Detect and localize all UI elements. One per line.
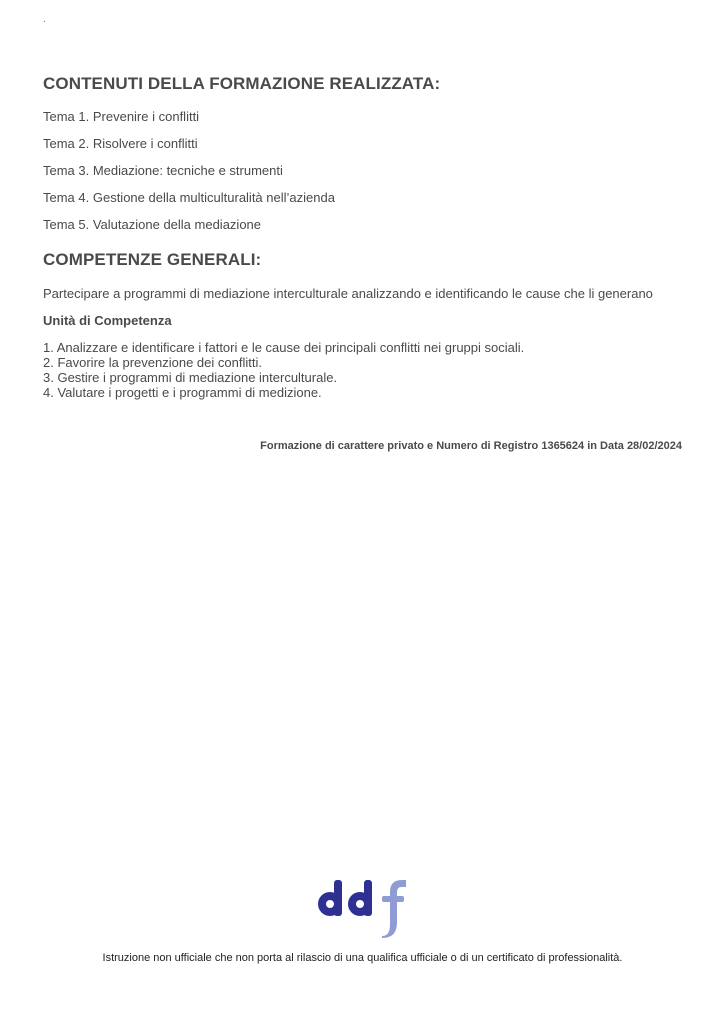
unit-list (43, 340, 524, 400)
top-dot-mark: . (43, 14, 46, 25)
logo-letter-d-2 (348, 880, 372, 916)
logo-letter-d-1 (318, 880, 342, 916)
tema-item: Tema 3. Mediazione: tecniche e strumenti (43, 163, 283, 178)
tema-item: Tema 1. Prevenire i conflitti (43, 109, 200, 124)
unit-item: 4. Valutare i progetti e i programmi di medizione. (43, 385, 322, 400)
section-title-competenze: COMPETENZE GENERALI: (43, 250, 262, 269)
tema-item: Tema 5. Valutazione della mediazione (43, 217, 262, 232)
tema-item: Tema 2. Risolvere i conflitti (43, 136, 198, 151)
tema-list (43, 109, 335, 244)
unit-item: 2. Favorire la prevenzione dei conflitti. (43, 355, 262, 370)
tema-item: Tema 4. Gestione della multiculturalità nell’azienda (43, 190, 335, 205)
unit-item: 1. Analizzare e identificare i fattori e le cause dei principali conflitti nei gruppi sociali. (43, 340, 525, 355)
unit-item: 3. Gestire i programmi di mediazione interculturale. (43, 370, 338, 385)
registry-note: Formazione di carattere privato e Numero di Registro 1365624 in Data 28/02/2024 (260, 440, 682, 452)
competence-description: Partecipare a programmi di mediazione interculturale analizzando e identificando le cause che li generano (43, 286, 653, 301)
unit-heading: Unità di Competenza (43, 313, 172, 328)
ddf-logo (316, 876, 410, 938)
logo-letter-f (382, 880, 406, 938)
section-title-contenuti: CONTENUTI DELLA FORMAZIONE REALIZZATA: (43, 74, 441, 93)
disclaimer: Istruzione non ufficiale che non porta al rilascio di una qualifica ufficiale o di un certificato di professionalità. (102, 952, 623, 964)
